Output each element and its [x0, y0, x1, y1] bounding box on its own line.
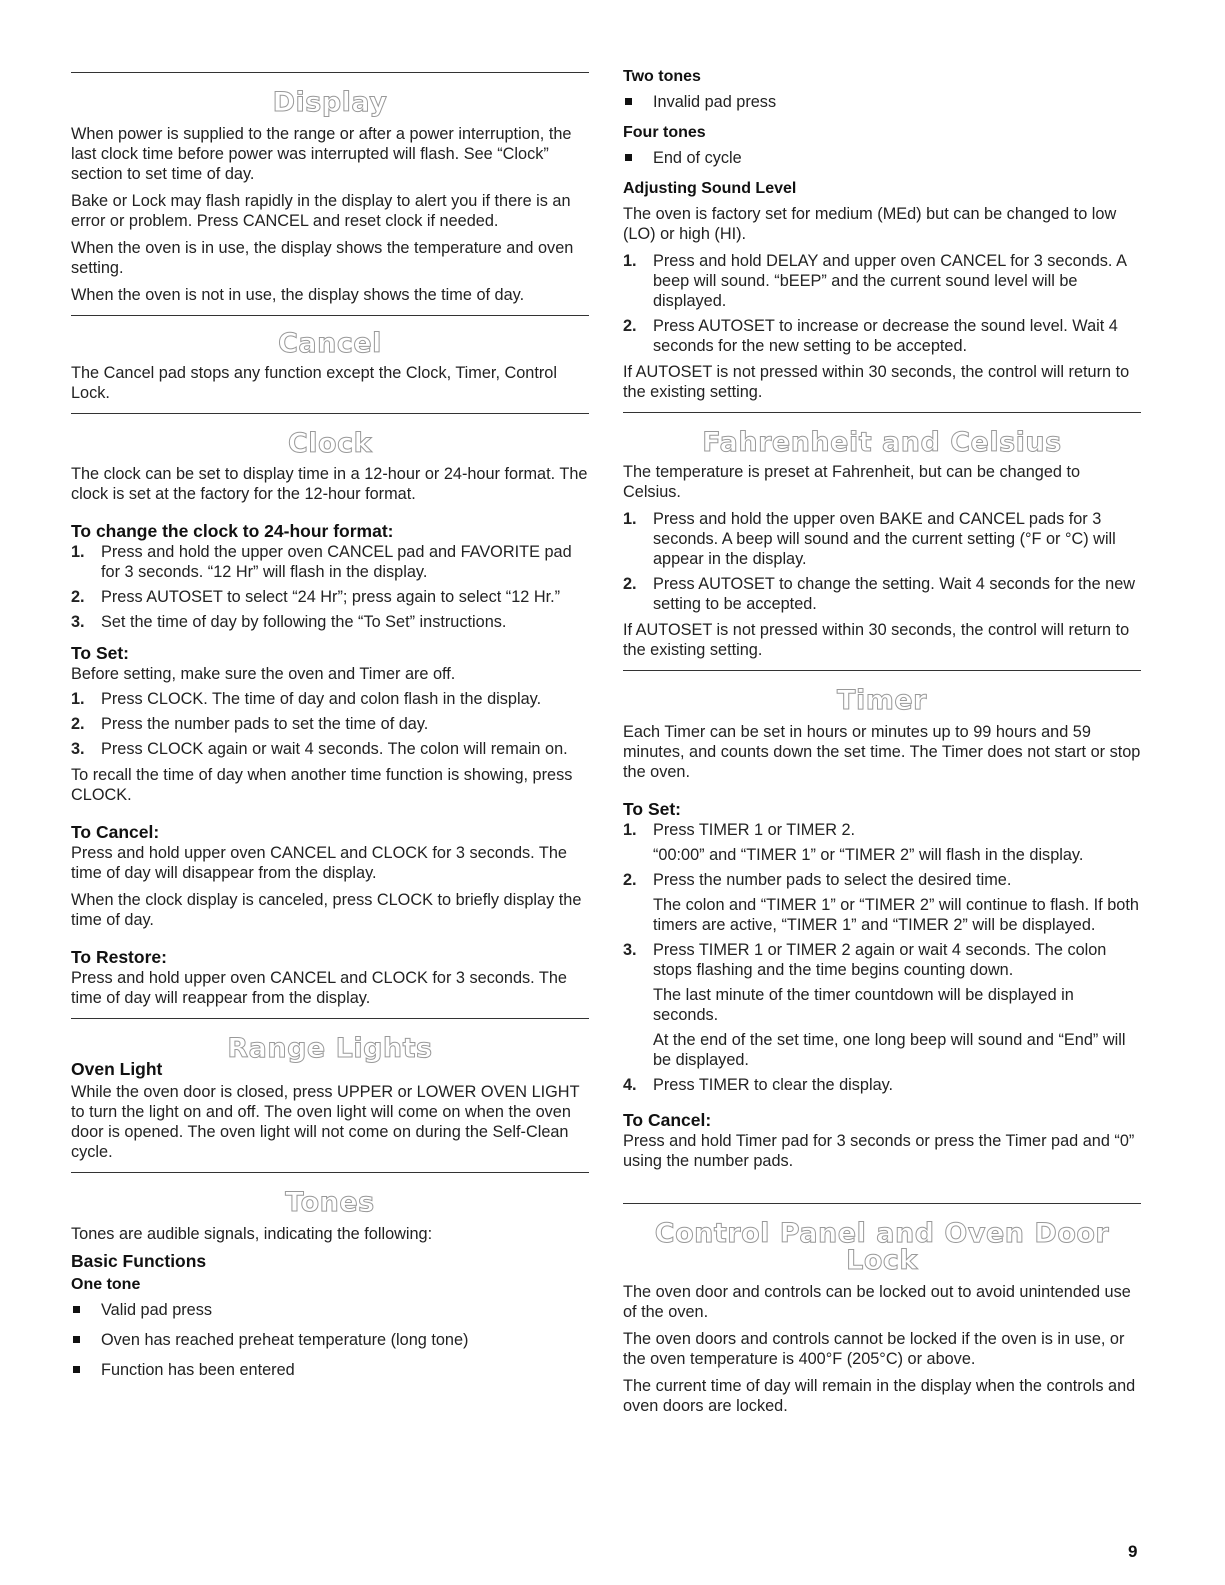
timer-set-steps: [623, 820, 1141, 1095]
section-divider: [71, 315, 589, 316]
list-item: [623, 509, 1141, 569]
lock-paragraph: The oven door and controls can be locked out to avoid unintended use of the oven.: [623, 1283, 1131, 1321]
two-tones-list: [623, 92, 1141, 112]
clock-restore-paragraph: Press and hold upper oven CANCEL and CLOCK for 3 seconds. The time of day will reappear from the display.: [71, 969, 567, 1007]
timer-paragraph: Each Timer can be set in hours or minutes up to 99 hours and 59 minutes, and counts down the set time. The Timer does not start or stop the oven.: [623, 723, 1141, 781]
timer-section-title: Timer: [837, 685, 927, 716]
step-subtext: “00:00” and “TIMER 1” or “TIMER 2” will flash in the display.: [653, 846, 1084, 864]
lock-paragraph: The current time of day will remain in the display when the controls and oven doors are locked.: [623, 1377, 1136, 1415]
list-item: [71, 714, 589, 734]
step-number: 4.: [623, 1076, 637, 1094]
list-item: [71, 542, 589, 582]
bullet-text: Invalid pad press: [653, 93, 777, 111]
list-item: [71, 1360, 589, 1380]
bullet-icon: [73, 1366, 80, 1373]
step-text: Set the time of day by following the “To Set” instructions.: [101, 613, 507, 631]
step-number: 3.: [71, 740, 85, 758]
step-number: 1.: [71, 690, 85, 708]
timer-cancel-paragraph: Press and hold Timer pad for 3 seconds or press the Timer pad and “0” using the number pads.: [623, 1132, 1135, 1170]
step-text: Press and hold the upper oven CANCEL pad and FAVORITE pad for 3 seconds. “12 Hr” will flash in the display.: [101, 543, 572, 581]
step-subtext: At the end of the set time, one long beep will sound and “End” will be displayed.: [653, 1031, 1126, 1069]
bullet-icon: [625, 154, 632, 161]
section-divider: [623, 670, 1141, 671]
bullet-text: Valid pad press: [101, 1301, 213, 1319]
clock-recall-paragraph: To recall the time of day when another time function is showing, press CLOCK.: [71, 766, 573, 804]
bullet-icon: [73, 1336, 80, 1343]
adjust-sound-heading: Adjusting Sound Level: [623, 180, 797, 197]
step-text: Press CLOCK. The time of day and colon flash in the display.: [101, 690, 542, 708]
clock-cancel-paragraph: Press and hold upper oven CANCEL and CLOCK for 3 seconds. The time of day will disappear from the display.: [71, 844, 567, 882]
step-text: Press and hold DELAY and upper oven CANCEL for 3 seconds. A beep will sound. “bEEP” and the current sound level will be displayed.: [653, 252, 1127, 310]
adjust-sound-steps: [623, 251, 1141, 356]
lock-paragraph: The oven doors and controls cannot be locked if the oven is in use, or the oven temperature is 400°F (205°C) or above.: [623, 1330, 1125, 1368]
list-item: [623, 316, 1141, 356]
display-paragraph: When the oven is not in use, the display shows the time of day.: [71, 286, 525, 304]
step-text: Press AUTOSET to select “24 Hr”; press again to select “12 Hr.”: [101, 588, 561, 606]
step-number: 1.: [623, 821, 637, 839]
list-item: [623, 940, 1141, 1070]
step-number: 2.: [623, 317, 637, 335]
list-item: [71, 1300, 589, 1320]
clock-24hr-heading: To change the clock to 24-hour format:: [71, 521, 394, 541]
fahrenheit-note: If AUTOSET is not pressed within 30 seconds, the control will return to the existing setting.: [623, 621, 1130, 659]
range-lights-section-title: Range Lights: [227, 1033, 433, 1064]
step-number: 2.: [623, 871, 637, 889]
section-divider: [71, 413, 589, 414]
step-text: Press TIMER to clear the display.: [653, 1076, 894, 1094]
step-number: 2.: [71, 588, 85, 606]
list-item: [623, 574, 1141, 614]
list-item: [623, 820, 1141, 865]
clock-set-intro: Before setting, make sure the oven and Timer are off.: [71, 665, 456, 683]
section-divider: [71, 72, 589, 73]
lock-section-title: Control Panel and Oven Door Lock: [654, 1218, 1110, 1276]
display-section-title: Display: [272, 87, 388, 118]
step-number: 1.: [623, 510, 637, 528]
bullet-icon: [625, 98, 632, 105]
clock-set-heading: To Set:: [71, 643, 130, 663]
bullet-icon: [73, 1306, 80, 1313]
page-number: 9: [1128, 1542, 1138, 1561]
cancel-paragraph: The Cancel pad stops any function except the Clock, Timer, Control Lock.: [71, 364, 557, 402]
list-item: [623, 870, 1141, 935]
right-column: [623, 60, 1141, 1423]
clock-24hr-steps: [71, 542, 589, 632]
oven-light-heading: Oven Light: [71, 1059, 163, 1079]
tones-paragraph: Tones are audible signals, indicating the following:: [71, 1225, 433, 1243]
section-divider: [71, 1018, 589, 1019]
oven-light-paragraph: While the oven door is closed, press UPPER or LOWER OVEN LIGHT to turn the light on and off. The oven light will come on when the oven door is opened. The oven light will not come on during the Self-Clean cycle.: [71, 1083, 580, 1161]
step-text: Press AUTOSET to increase or decrease the sound level. Wait 4 seconds for the new setting to be accepted.: [653, 317, 1118, 355]
list-item: [71, 739, 589, 759]
clock-paragraph: The clock can be set to display time in a 12-hour or 24-hour format. The clock is set at the factory for the 12-hour format.: [71, 465, 588, 503]
fahrenheit-section-title: Fahrenheit and Celsius: [702, 427, 1062, 458]
step-number: 2.: [623, 575, 637, 593]
section-divider: [623, 1203, 1141, 1204]
step-text: Press the number pads to select the desired time.: [653, 871, 1012, 889]
tones-section-title: Tones: [285, 1187, 375, 1218]
list-item: [623, 92, 1141, 112]
step-text: Press and hold the upper oven BAKE and CANCEL pads for 3 seconds. A beep will sound and the current setting (°F or °C) will appear in the display.: [653, 510, 1116, 568]
step-number: 1.: [71, 543, 85, 561]
two-tones-heading: Two tones: [623, 68, 701, 85]
one-tone-heading: One tone: [71, 1276, 141, 1293]
adjust-sound-paragraph: The oven is factory set for medium (MEd) but can be changed to low (LO) or high (HI).: [623, 205, 1117, 243]
step-text: Press CLOCK again or wait 4 seconds. The colon will remain on.: [101, 740, 568, 758]
step-text: Press TIMER 1 or TIMER 2 again or wait 4 seconds. The colon stops flashing and the time begins counting down.: [653, 941, 1107, 979]
step-text: Press TIMER 1 or TIMER 2.: [653, 821, 856, 839]
bullet-text: Oven has reached preheat temperature (long tone): [101, 1331, 469, 1349]
timer-set-heading: To Set:: [623, 799, 682, 819]
clock-section-title: Clock: [287, 428, 373, 459]
list-item: [623, 251, 1141, 311]
bullet-text: End of cycle: [653, 149, 742, 167]
adjust-sound-note: If AUTOSET is not pressed within 30 seconds, the control will return to the existing setting.: [623, 363, 1130, 401]
clock-set-steps: [71, 689, 589, 759]
fahrenheit-paragraph: The temperature is preset at Fahrenheit, but can be changed to Celsius.: [623, 463, 1081, 501]
display-paragraph: Bake or Lock may flash rapidly in the display to alert you if there is an error or problem. Press CANCEL and reset clock if needed.: [71, 192, 571, 230]
list-item: [71, 689, 589, 709]
cancel-section-title: Cancel: [278, 328, 382, 359]
step-number: 1.: [623, 252, 637, 270]
section-divider: [623, 412, 1141, 413]
left-column: [71, 60, 589, 1390]
list-item: [71, 612, 589, 632]
four-tones-list: [623, 148, 1141, 168]
step-text: Press the number pads to set the time of day.: [101, 715, 429, 733]
step-number: 3.: [623, 941, 637, 959]
fahrenheit-steps: [623, 509, 1141, 614]
list-item: [71, 587, 589, 607]
four-tones-heading: Four tones: [623, 124, 706, 141]
step-text: Press AUTOSET to change the setting. Wait 4 seconds for the new setting to be accepted.: [653, 575, 1136, 613]
section-divider: [71, 1172, 589, 1173]
step-subtext: The colon and “TIMER 1” or “TIMER 2” will continue to flash. If both timers are active, “TIMER 1” and “TIMER 2” will be displayed.: [653, 896, 1139, 934]
list-item: [623, 148, 1141, 168]
bullet-text: Function has been entered: [101, 1361, 295, 1379]
list-item: [71, 1330, 589, 1350]
display-paragraph: When the oven is in use, the display shows the temperature and oven setting.: [71, 239, 574, 277]
step-number: 2.: [71, 715, 85, 733]
list-item: [623, 1075, 1141, 1095]
clock-cancel-heading: To Cancel:: [71, 822, 160, 842]
clock-cancel-paragraph: When the clock display is canceled, press CLOCK to briefly display the time of day.: [71, 891, 582, 929]
clock-restore-heading: To Restore:: [71, 947, 167, 967]
timer-cancel-heading: To Cancel:: [623, 1110, 712, 1130]
basic-functions-heading: Basic Functions: [71, 1251, 207, 1271]
one-tone-list: [71, 1300, 589, 1380]
step-number: 3.: [71, 613, 85, 631]
step-subtext: The last minute of the timer countdown will be displayed in seconds.: [653, 986, 1074, 1024]
display-paragraph: When power is supplied to the range or after a power interruption, the last clock time before power was interrupted will flash. See “Clock” section to set time of day.: [71, 125, 572, 183]
